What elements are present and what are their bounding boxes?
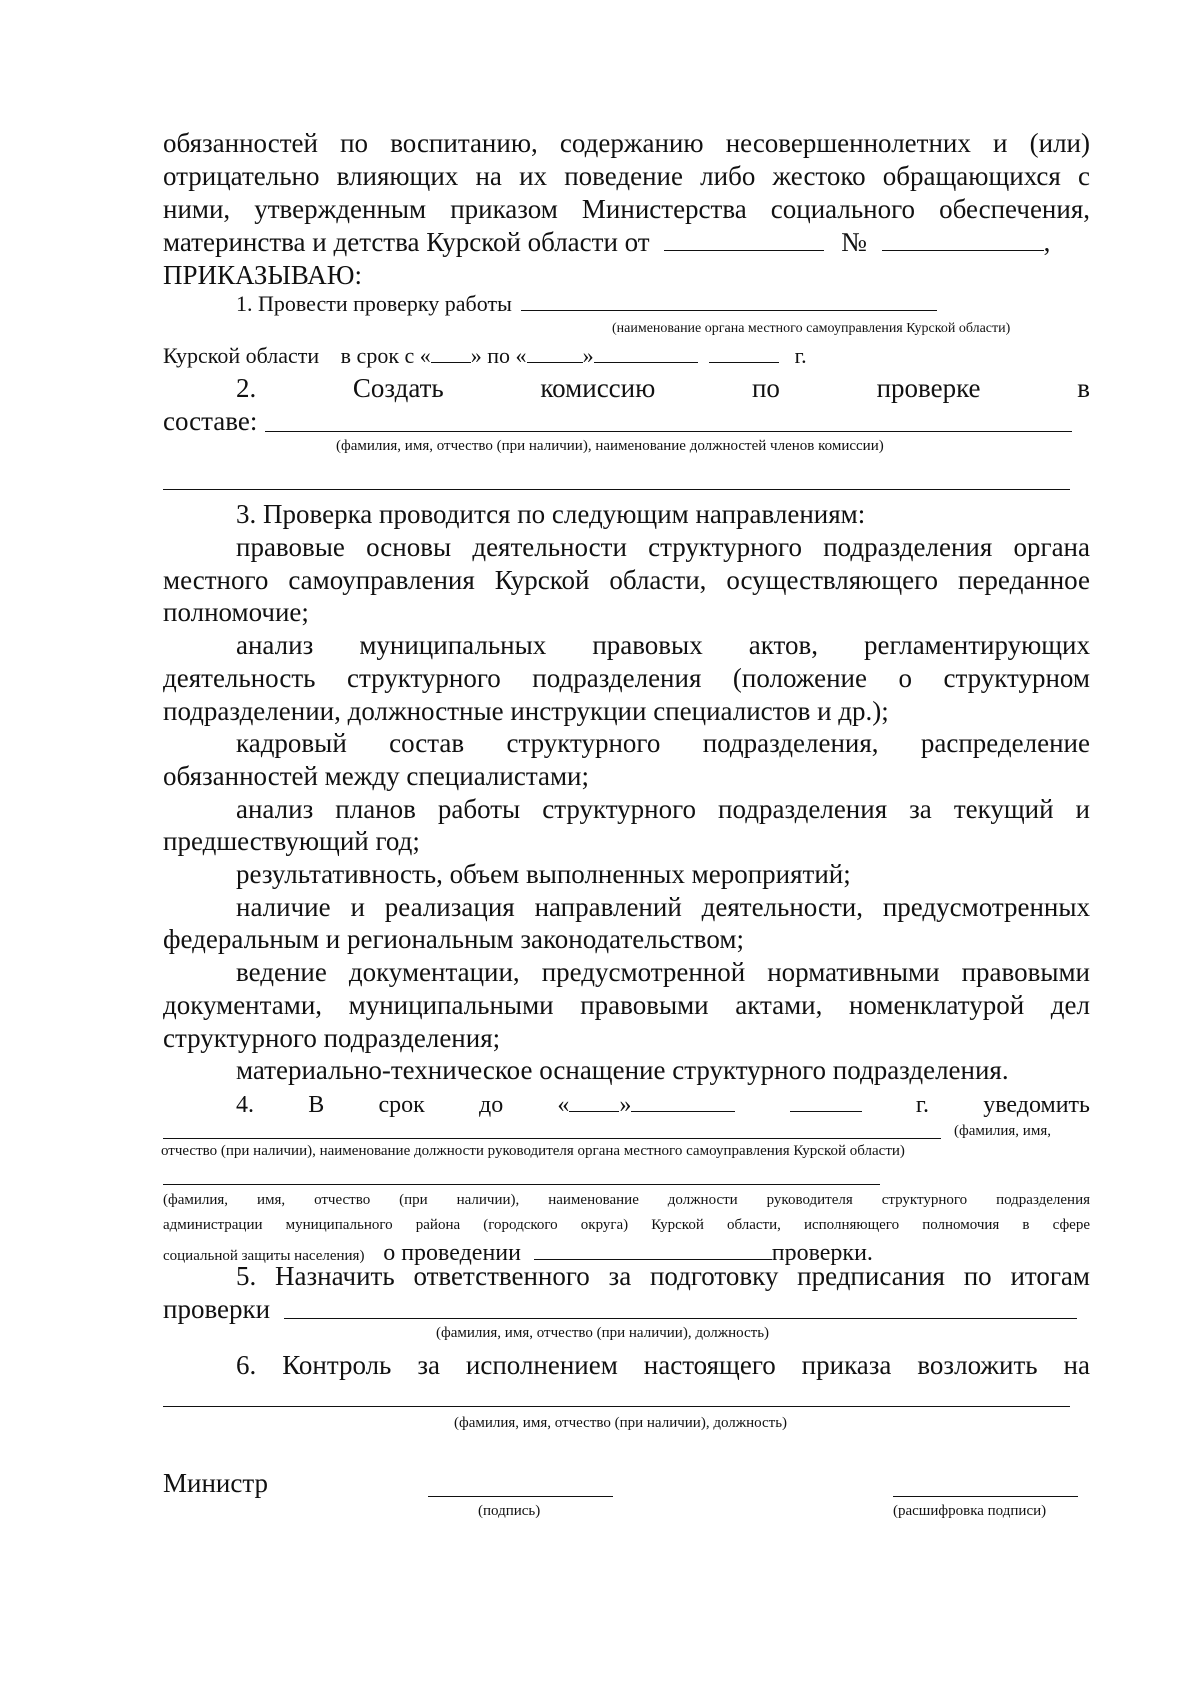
item2-caption: (фамилия, имя, отчество (при наличии), наименование должностей членов комиссии) [336, 438, 884, 454]
item4-line1 [163, 1089, 1090, 1122]
item4-year-blank[interactable] [790, 1093, 862, 1112]
item4-caption-2-l3: социальной защиты населения) [163, 1248, 365, 1264]
minister-label: Министр [163, 1468, 268, 1498]
direction-line: анализ планов работы структурного подразделения за текущий и [236, 794, 1090, 824]
about-text: о проведении [383, 1240, 521, 1266]
check-label: проверки [163, 1294, 271, 1324]
composition-label: составе: [163, 406, 258, 436]
direction-line: результативность, объем выполненных мероприятий; [236, 859, 851, 889]
comma: , [1043, 227, 1051, 257]
direction-line: местного самоуправления Курской области, осуществляющего переданное [163, 565, 1090, 595]
item4-year-suffix: г. [915, 1092, 929, 1118]
item6-caption: (фамилия, имя, отчество (при наличии), должность) [454, 1415, 788, 1431]
quote-close: » [582, 343, 594, 368]
item4-caption-2-l1: (фамилия, имя, отчество (при наличии), наименование должности руководителя структурного подразделения [163, 1192, 1090, 1208]
item3-title: 3. Проверка проводится по следующим направлениям: [236, 499, 866, 529]
notify-line-2[interactable] [163, 1184, 880, 1185]
year-blank[interactable] [709, 344, 779, 363]
item4-month-blank[interactable] [631, 1093, 735, 1112]
control-line[interactable] [163, 1406, 1070, 1407]
term-to-text: » по « [470, 343, 527, 368]
item5-caption: (фамилия, имя, отчество (при наличии), должность) [436, 1325, 770, 1341]
year-suffix: г. [794, 343, 807, 368]
direction-line: структурного подразделения; [163, 1023, 501, 1053]
direction-line: наличие и реализация направлений деятельности, предусмотренных [236, 892, 1090, 922]
item2-word: по [751, 373, 780, 403]
item1-text: 1. Провести проверку работы [236, 291, 512, 316]
item4-caption-2-l2: администрации муниципального района (городского округа) Курской области, исполняющего полномочия в сфере [163, 1217, 1090, 1233]
term-from-text: в срок с « [340, 343, 431, 368]
item4-num: 4. [236, 1092, 254, 1118]
item2-word: комиссию [540, 373, 656, 403]
quote-open: « [557, 1092, 570, 1118]
quote-close: » [619, 1092, 632, 1118]
signature-line[interactable] [428, 1496, 613, 1497]
date-blank[interactable] [664, 228, 824, 251]
item4-word: срок [378, 1092, 425, 1118]
intro-line-2: отрицательно влияющих на их поведение либо жестоко обращающихся с [163, 161, 1090, 191]
item6-line1: 6. Контроль за исполнением настоящего приказа возложить на [236, 1350, 1090, 1380]
check-type-blank[interactable] [534, 1241, 772, 1260]
signature-decode-line[interactable] [893, 1496, 1078, 1497]
item4-word: до [478, 1092, 504, 1118]
direction-line: деятельность структурного подразделения (положение о структурном [163, 663, 1090, 693]
item2-word: в [1077, 373, 1090, 403]
direction-line: полномочие; [163, 597, 309, 627]
item2-line2 [163, 405, 1090, 438]
item4-caption-1b: отчество (при наличии), наименование должности руководителя органа местного самоуправления Курской области) [161, 1143, 905, 1159]
order-word: ПРИКАЗЫВАЮ: [163, 260, 362, 290]
item4-caption-1a: (фамилия, имя, [954, 1123, 1051, 1139]
direction-line: материально-техническое оснащение структурного подразделения. [236, 1055, 1009, 1085]
item5-line2 [163, 1293, 1090, 1326]
direction-line: федеральным и региональным законодательством; [163, 924, 744, 954]
responsible-line[interactable] [284, 1318, 1077, 1319]
commission-line[interactable] [265, 431, 1072, 432]
direction-line: подразделении, должностные инструкции специалистов и др.); [163, 696, 889, 726]
item1-caption: (наименование органа местного самоуправления Курской области) [612, 321, 1011, 336]
commission-line-2[interactable] [163, 489, 1070, 490]
item1-line1 [163, 291, 1090, 317]
day-to-blank[interactable] [527, 344, 583, 363]
intro-line-1: обязанностей по воспитанию, содержанию несовершеннолетних и (или) [163, 128, 1090, 158]
intro-last-text: материнства и детства Курской области от [163, 227, 650, 257]
signature-caption: (подпись) [478, 1503, 541, 1519]
item4-date [557, 1089, 735, 1122]
signature-decode-caption: (расшифровка подписи) [893, 1503, 1047, 1519]
organ-blank[interactable] [521, 292, 937, 311]
item4-word: В [308, 1092, 325, 1118]
intro-line-4 [163, 226, 1090, 259]
number-sign: № [841, 227, 867, 257]
item1-line2 [163, 343, 1090, 369]
direction-line: предшествующий год; [163, 826, 420, 856]
direction-line: кадровый состав структурного подразделения, распределение [236, 728, 1090, 758]
item2-word: проверке [876, 373, 981, 403]
direction-line: правовые основы деятельности структурного подразделения органа [236, 532, 1090, 562]
item5-line1: 5. Назначить ответственного за подготовку предписания по итогам [236, 1261, 1090, 1291]
number-blank[interactable] [882, 228, 1044, 251]
direction-line: документами, муниципальными правовыми актами, номенклатурой дел [163, 990, 1090, 1020]
intro-line-3: ними, утвержденным приказом Министерства социального обеспечения, [163, 194, 1090, 224]
notify-line-1[interactable] [163, 1138, 941, 1139]
month-blank[interactable] [594, 344, 698, 363]
item2-word: 2. [236, 373, 257, 403]
direction-line: ведение документации, предусмотренной нормативными правовыми [236, 957, 1090, 987]
direction-line: анализ муниципальных правовых актов, регламентирующих [236, 630, 1090, 660]
item2-line1 [163, 372, 1090, 405]
item2-word: Создать [352, 373, 444, 403]
region-text: Курской области [163, 343, 320, 368]
day-from-blank[interactable] [431, 344, 471, 363]
check-text: проверки. [771, 1240, 873, 1266]
item4-day-blank[interactable] [569, 1093, 619, 1112]
item4-notify: уведомить [983, 1092, 1090, 1118]
direction-line: обязанностей между специалистами; [163, 761, 589, 791]
